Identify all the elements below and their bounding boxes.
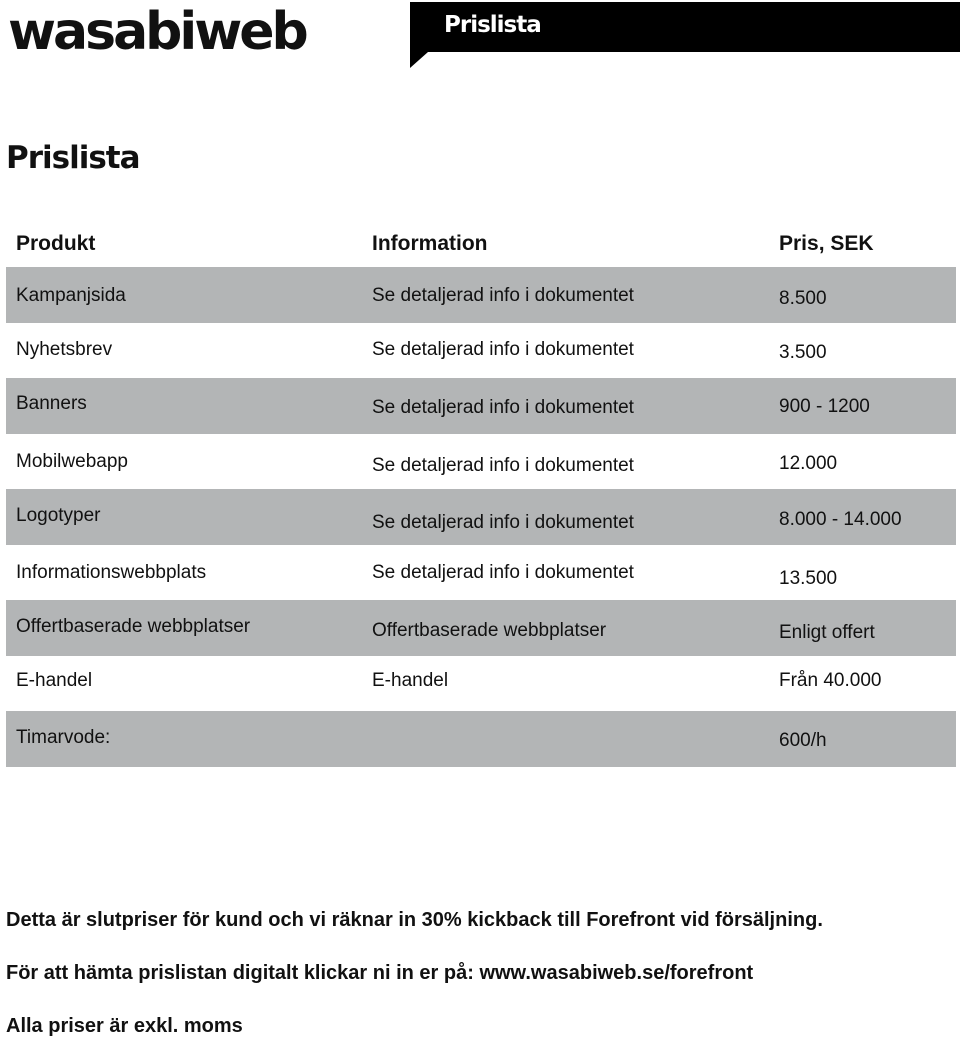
price-cell: 12.000 — [779, 453, 838, 474]
info-cell: Se detaljerad info i dokumentet — [372, 285, 634, 306]
info-cell: Offertbaserade webbplatser — [372, 620, 607, 641]
info-cell: Se detaljerad info i dokumentet — [372, 562, 634, 583]
info-cell: Se detaljerad info i dokumentet — [372, 397, 634, 418]
table-row — [6, 656, 956, 712]
brand-logo: wasabiweb — [8, 2, 306, 62]
table-row — [6, 545, 956, 601]
table-row — [6, 323, 956, 379]
product-cell: Offertbaserade webbplatser — [16, 616, 251, 637]
price-cell: Enligt offert — [779, 622, 875, 643]
column-header-product: Produkt — [16, 232, 96, 255]
price-cell: 900 - 1200 — [779, 396, 870, 417]
table-row — [6, 489, 956, 545]
product-cell: Mobilwebapp — [16, 451, 128, 472]
product-cell: E-handel — [16, 670, 93, 691]
column-header-information: Information — [372, 232, 488, 255]
product-cell: Logotyper — [16, 505, 101, 526]
info-cell: E-handel — [372, 670, 449, 691]
page-title: Prislista — [6, 140, 140, 176]
product-cell: Banners — [16, 393, 87, 414]
price-cell: Från 40.000 — [779, 670, 882, 691]
price-cell: 13.500 — [779, 568, 838, 589]
product-cell: Kampanjsida — [16, 285, 126, 306]
footer-note-kickback: Detta är slutpriser för kund och vi räknar in 30% kickback till Forefront vid försäljning. — [6, 909, 823, 931]
info-cell: Se detaljerad info i dokumentet — [372, 455, 634, 476]
table-row — [6, 267, 956, 323]
price-cell: 8.000 - 14.000 — [779, 509, 902, 530]
info-cell: Se detaljerad info i dokumentet — [372, 339, 634, 360]
price-cell: 8.500 — [779, 288, 827, 309]
product-cell: Nyhetsbrev — [16, 339, 113, 360]
column-header-price: Pris, SEK — [779, 232, 874, 255]
product-cell: Informationswebbplats — [16, 562, 207, 583]
table-row — [6, 378, 956, 434]
table-row — [6, 711, 956, 767]
info-cell: Se detaljerad info i dokumentet — [372, 512, 634, 533]
footer-note-vat: Alla priser är exkl. moms — [6, 1015, 243, 1037]
product-cell: Timarvode: — [16, 727, 111, 748]
price-cell: 600/h — [779, 730, 827, 751]
header-title: Prislista — [444, 12, 541, 38]
header-bar-tab — [410, 52, 428, 68]
table-row — [6, 600, 956, 656]
footer-note-download: För att hämta prislistan digitalt klickar ni in er på: www.wasabiweb.se/forefront — [6, 962, 754, 984]
table-row — [6, 434, 956, 490]
price-cell: 3.500 — [779, 342, 827, 363]
